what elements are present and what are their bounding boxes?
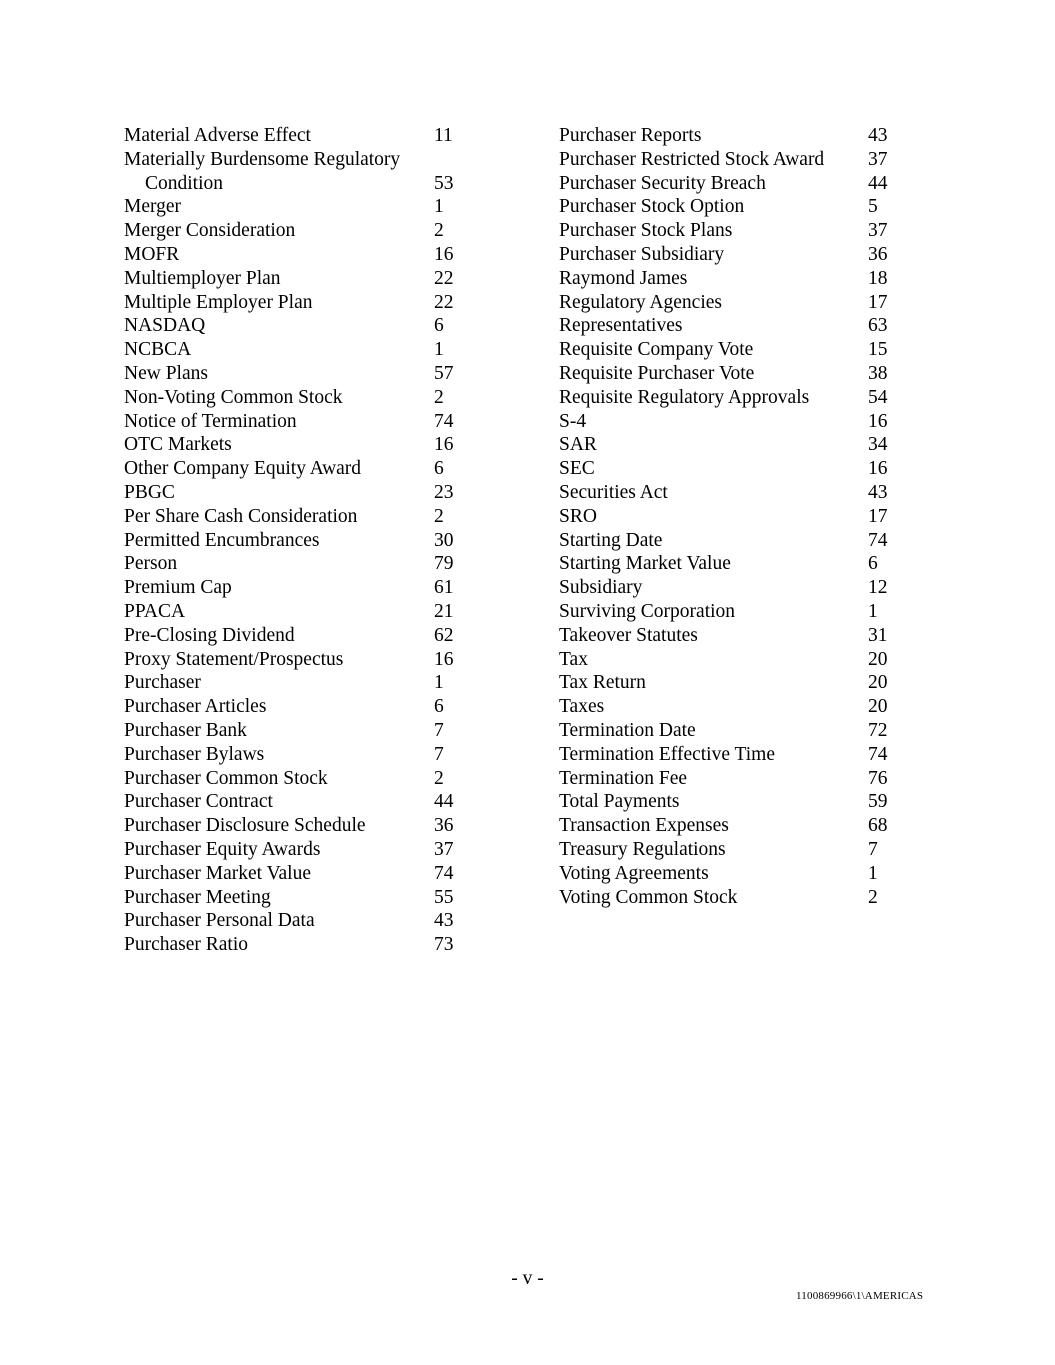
index-page-number: 74 — [434, 410, 454, 432]
index-page-number: 21 — [434, 600, 454, 622]
index-page-number: 15 — [868, 339, 888, 361]
index-page-number: 59 — [868, 791, 888, 813]
index-term: SRO — [559, 505, 597, 527]
index-term: Regulatory Agencies — [559, 291, 722, 313]
index-page-number: 6 — [434, 458, 444, 480]
index-entry — [124, 457, 469, 481]
index-term: Starting Date — [559, 529, 663, 551]
index-entry — [559, 172, 904, 196]
index-term: Voting Common Stock — [559, 886, 738, 908]
index-term: Purchaser Personal Data — [124, 910, 315, 932]
index-entry — [559, 267, 904, 291]
index-entry — [559, 838, 904, 862]
index-entry — [124, 743, 469, 767]
index-page-number: 5 — [868, 196, 878, 218]
index-entry — [124, 529, 469, 553]
index-term: SAR — [559, 434, 597, 456]
index-term: Notice of Termination — [124, 410, 297, 432]
index-page-number: 7 — [868, 838, 878, 860]
index-term: Requisite Regulatory Approvals — [559, 386, 810, 408]
index-term: Purchaser Ratio — [124, 934, 249, 956]
index-page-number: 54 — [868, 386, 888, 408]
index-term: Merger — [124, 196, 182, 218]
index-page-number: 74 — [434, 862, 454, 884]
index-entry — [559, 410, 904, 434]
index-page-number: 22 — [434, 267, 454, 289]
index-term: SEC — [559, 458, 595, 480]
index-entry — [559, 291, 904, 315]
index-term: NASDAQ — [124, 315, 206, 337]
index-page-number: 6 — [434, 696, 444, 718]
index-page-number: 16 — [434, 434, 454, 456]
index-entry — [124, 648, 469, 672]
index-term: Merger Consideration — [124, 220, 296, 242]
index-entry — [124, 600, 469, 624]
index-term: Purchaser Stock Option — [559, 196, 745, 218]
index-term: Purchaser — [124, 672, 201, 694]
index-page-number: 76 — [868, 767, 888, 789]
index-term: Voting Agreements — [559, 862, 709, 884]
index-entry — [559, 195, 904, 219]
index-entry — [124, 148, 469, 196]
index-page-number: 1 — [868, 862, 878, 884]
index-term: Purchaser Articles — [124, 696, 267, 718]
index-term: Multiemployer Plan — [124, 267, 281, 289]
index-page-number: 38 — [868, 362, 888, 384]
index-term: Purchaser Market Value — [124, 862, 311, 884]
index-page-number: 20 — [868, 648, 888, 670]
index-term: Purchaser Meeting — [124, 886, 271, 908]
index-entry — [559, 124, 904, 148]
index-page-number: 63 — [868, 315, 888, 337]
index-term: NCBCA — [124, 339, 192, 361]
index-entry — [124, 291, 469, 315]
index-page-number: 37 — [868, 220, 888, 242]
index-term: Other Company Equity Award — [124, 458, 362, 480]
index-page-number: 30 — [434, 529, 454, 551]
index-term: Purchaser Common Stock — [124, 767, 328, 789]
index-page-number: 2 — [434, 767, 444, 789]
index-entry — [559, 624, 904, 648]
index-term: Tax — [559, 648, 588, 670]
index-term: Purchaser Reports — [559, 125, 702, 146]
index-entry — [124, 410, 469, 434]
index-entry — [124, 719, 469, 743]
index-entry — [559, 529, 904, 553]
index-entry — [124, 576, 469, 600]
index-entry — [124, 695, 469, 719]
index-page-number: 16 — [434, 243, 454, 265]
index-entry — [124, 767, 469, 791]
index-entry — [559, 886, 904, 910]
index-entry — [559, 457, 904, 481]
index-entry — [559, 790, 904, 814]
index-term: Subsidiary — [559, 577, 643, 599]
index-entry — [124, 909, 469, 933]
index-entry — [559, 576, 904, 600]
index-term: Per Share Cash Consideration — [124, 505, 358, 527]
index-entry — [124, 790, 469, 814]
document-id: 1100869966\1\AMERICAS — [796, 1290, 924, 1302]
index-page-number: 55 — [434, 886, 454, 908]
index-page-number: 61 — [434, 577, 454, 599]
index-term: Material Adverse Effect — [124, 125, 311, 146]
index-term: Termination Effective Time — [559, 743, 775, 765]
index-term: Pre-Closing Dividend — [124, 624, 295, 646]
index-page-number: 23 — [434, 481, 454, 503]
index-page-number: 11 — [434, 125, 453, 146]
index-term: Takeover Statutes — [559, 624, 698, 646]
index-page-number: 37 — [868, 148, 888, 170]
index-entry — [124, 338, 469, 362]
index-entry — [124, 243, 469, 267]
index-page-number: 74 — [868, 743, 888, 765]
index-page-number: 73 — [434, 934, 454, 956]
index-term: Taxes — [559, 696, 605, 718]
index-term: Requisite Purchaser Vote — [559, 362, 755, 384]
index-term: S-4 — [559, 410, 587, 432]
index-entry — [124, 886, 469, 910]
index-term: Treasury Regulations — [559, 838, 726, 860]
index-entry — [124, 195, 469, 219]
index-term: Securities Act — [559, 481, 668, 503]
index-entry — [559, 481, 904, 505]
index-entry — [124, 124, 469, 148]
index-entry — [559, 648, 904, 672]
index-page-number: 20 — [868, 696, 888, 718]
index-page-number: 62 — [434, 624, 454, 646]
index-term: Purchaser Stock Plans — [559, 220, 733, 242]
index-entry — [559, 862, 904, 886]
index-page-number: 1 — [434, 196, 444, 218]
index-page-number: 16 — [868, 458, 888, 480]
index-entry — [124, 386, 469, 410]
index-entry — [124, 505, 469, 529]
index-page-number: 20 — [868, 672, 888, 694]
index-column-left — [124, 124, 469, 957]
index-entry — [559, 505, 904, 529]
index-page-number: 57 — [434, 362, 454, 384]
index-term: PBGC — [124, 481, 175, 503]
index-term: Total Payments — [559, 791, 680, 813]
index-term: PPACA — [124, 600, 186, 622]
index-entry — [559, 243, 904, 267]
index-term: Raymond James — [559, 267, 688, 289]
index-entry — [559, 362, 904, 386]
index-term: Purchaser Security Breach — [559, 172, 766, 194]
index-term: Transaction Expenses — [559, 815, 729, 837]
index-entry — [124, 624, 469, 648]
index-page-number: 7 — [434, 743, 444, 765]
index-entry — [559, 338, 904, 362]
index-term: Tax Return — [559, 672, 646, 694]
index-entry — [559, 433, 904, 457]
index-term: Materially Burdensome Regulatory Condition — [124, 148, 401, 194]
index-page-number: 68 — [868, 815, 888, 837]
index-page-number: 31 — [868, 624, 888, 646]
index-entry — [559, 743, 904, 767]
index-entry — [124, 481, 469, 505]
index-entry — [124, 814, 469, 838]
index-entry — [124, 314, 469, 338]
index-page-number: 44 — [434, 791, 454, 813]
index-page-number: 1 — [434, 339, 444, 361]
index-page-number: 72 — [868, 719, 888, 741]
index-entry — [559, 695, 904, 719]
index-term: Surviving Corporation — [559, 600, 736, 622]
index-entry — [124, 219, 469, 243]
index-page-number: 22 — [434, 291, 454, 313]
index-entry — [559, 552, 904, 576]
index-term: Termination Date — [559, 719, 696, 741]
index-term: Requisite Company Vote — [559, 339, 754, 361]
index-page-number: 17 — [868, 505, 888, 527]
index-entry — [559, 600, 904, 624]
index-term: Premium Cap — [124, 577, 232, 599]
index-page-number: 2 — [434, 220, 444, 242]
index-term: Starting Market Value — [559, 553, 731, 575]
index-entry — [124, 433, 469, 457]
index-entry — [124, 671, 469, 695]
index-page-number: 2 — [868, 886, 878, 908]
index-page-number: 16 — [434, 648, 454, 670]
index-term: OTC Markets — [124, 434, 232, 456]
index-page-number: 43 — [868, 481, 888, 503]
index-page-number: 74 — [868, 529, 888, 551]
index-page-number: 43 — [868, 125, 888, 146]
index-term: Purchaser Restricted Stock Award — [559, 148, 825, 170]
index-page-number: 2 — [434, 505, 444, 527]
index-page-number: 53 — [434, 172, 454, 194]
index-term: MOFR — [124, 243, 180, 265]
index-page-number: 16 — [868, 410, 888, 432]
index-entry — [559, 671, 904, 695]
index-term: Purchaser Bylaws — [124, 743, 265, 765]
index-entry — [559, 767, 904, 791]
index-page-number: 7 — [434, 719, 444, 741]
index-page-number: 2 — [434, 386, 444, 408]
index-page-number: 6 — [434, 315, 444, 337]
index-page-number: 18 — [868, 267, 888, 289]
index-entry — [559, 219, 904, 243]
index-term: Permitted Encumbrances — [124, 529, 320, 551]
index-term: Purchaser Equity Awards — [124, 838, 321, 860]
index-entry — [124, 933, 469, 957]
index-term: Proxy Statement/Prospectus — [124, 648, 344, 670]
index-entry — [124, 267, 469, 291]
page-number: - v - — [511, 1268, 544, 1289]
index-entry — [559, 314, 904, 338]
index-term: Person — [124, 553, 178, 575]
index-term: Non-Voting Common Stock — [124, 386, 343, 408]
index-column-right — [559, 124, 904, 909]
index-page-number: 43 — [434, 910, 454, 932]
index-page-number: 37 — [434, 838, 454, 860]
index-term: Multiple Employer Plan — [124, 291, 313, 313]
index-page-number: 44 — [868, 172, 888, 194]
index-entry — [559, 719, 904, 743]
index-term: Purchaser Subsidiary — [559, 243, 725, 265]
index-entry — [124, 552, 469, 576]
index-entry — [124, 838, 469, 862]
index-term: Purchaser Disclosure Schedule — [124, 815, 366, 837]
index-page-number: 17 — [868, 291, 888, 313]
index-term: New Plans — [124, 362, 208, 384]
index-page-number: 1 — [434, 672, 444, 694]
index-entry — [559, 386, 904, 410]
index-entry — [559, 148, 904, 172]
index-page-number: 12 — [868, 577, 888, 599]
index-page-number: 36 — [868, 243, 888, 265]
index-page-number: 1 — [868, 600, 878, 622]
index-term: Purchaser Bank — [124, 719, 247, 741]
index-entry — [124, 362, 469, 386]
index-page-number: 6 — [868, 553, 878, 575]
index-entry — [559, 814, 904, 838]
index-term: Termination Fee — [559, 767, 688, 789]
index-entry — [124, 862, 469, 886]
index-page-number: 79 — [434, 553, 454, 575]
index-page-number: 36 — [434, 815, 454, 837]
index-term: Representatives — [559, 315, 683, 337]
index-page-number: 34 — [868, 434, 888, 456]
index-term: Purchaser Contract — [124, 791, 273, 813]
